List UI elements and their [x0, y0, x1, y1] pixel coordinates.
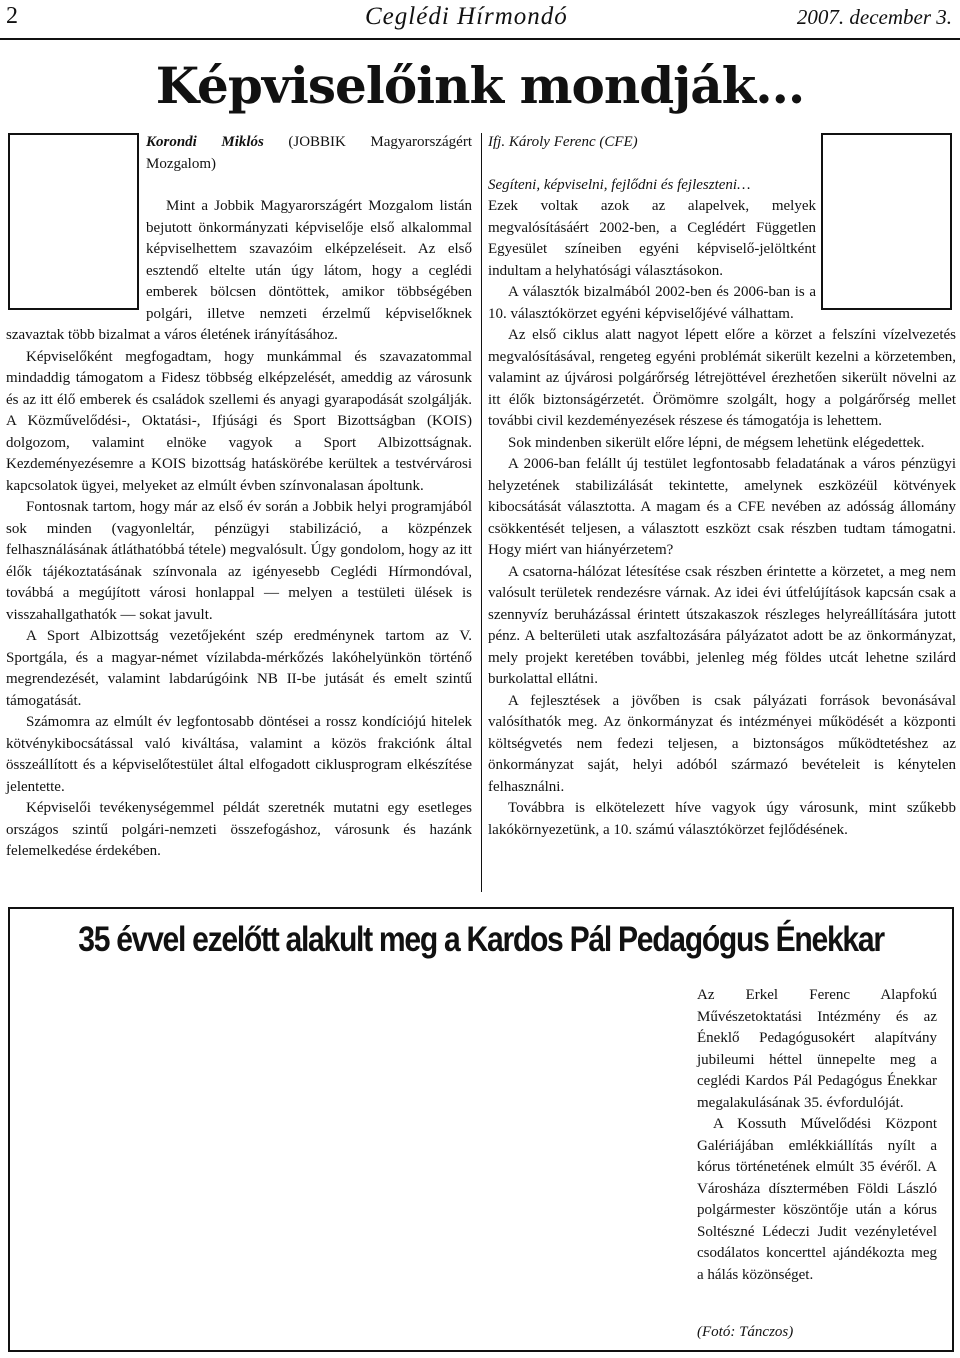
kardos-article-title: 35 évvel ezelőtt alakult meg a Kardos Pál Pedagógus Énekkar — [78, 920, 884, 959]
issue-date: 2007. december 3. — [796, 5, 952, 29]
left-paragraph: A Sport Albizottság vezetőjeként szép eredménynek tartom az V. Sportgála, és a magyar-német vízilabda-mérkőzés lakóhelyünkön történő megrendezését, valamint labdarúgóink NB II-be jutását és emelt szintű támogatását. — [6, 628, 472, 709]
left-author-affiliation: (JOBBIK Magyarországért Mozgalom) — [146, 134, 472, 172]
right-author: Ifj. Károly Ferenc (CFE) — [488, 134, 638, 150]
right-paragraph: A választók bizalmából 2002-ben és 2006-ban is a 10. választókörzet egyéni képviselőjévé válhattam. — [488, 284, 816, 322]
left-author-name: Korondi Miklós — [146, 134, 264, 150]
column-divider — [481, 133, 482, 892]
right-paragraph: A 2006-ban felállt új testület legfontosabb feladatának a város pénzügyi helyzetének stabilizálását tekintette, amelynek eszközéül kötvények kibocsátását választotta. A magam és a CFE nevében az adósság állomány csökkentését teljesen, a választott eszközt csak részben tudtam támogatni. Hogy miért van hiányérzetem? — [488, 456, 956, 558]
right-paragraph: Ezek voltak azok az alapelvek, melyek megvalósításáért 2002-ben, a Ceglédért Független Egyesület színeiben egyéni képviselő-jelöltként indultam a helyhatósági választásokon. — [488, 198, 816, 279]
left-paragraph: Képviselői tevékenységemmel példát szeretnék mutatni egy esetleges országos szintű polgári-nemzeti összefogáshoz, városunk és hazánk felemelkedése érdekében. — [6, 800, 472, 859]
page-title: Képviselőink mondják… — [155, 56, 805, 115]
right-paragraph: Az első ciklus alatt nagyot lépett előre a körzet a felszíni vízelvezetés megvalósításával, rengeteg egyéni problémát sikerült kezelni a körzetemben, valamint az újvárosi polgárőrség létrejöttével érezhetően sikerült növelni az itt élők biztonságérzetét. Örömömre szolgált, hogy a polgárőrség mellet további civil kezdeményezések részese és támogatója is lehettem. — [488, 327, 956, 429]
kardos-paragraph: A Kossuth Művelődési Központ Galériájában emlékkiállítás nyílt a kórus történetének elmúlt 35 évéről. A Városháza dísztermében Földi László polgármester köszöntője után a kórus Soltészné Lédeczi Judit vezényletével csodálatos koncerttel ajándékozta meg a hálás közönséget. — [697, 1116, 937, 1283]
page-number: 2 — [6, 3, 18, 29]
right-paragraph: Továbbra is elkötelezett híve vagyok úgy városunk, mint szűkebb lakókörnyezetünk, a 10. számú választókörzet fejlődésének. — [488, 800, 956, 838]
left-paragraph: Számomra az elmúlt év legfontosabb döntései a rossz kondíciójú hitelek kötvénykibocsátással való kiváltása, valamint a közös frakciónk által összeállított és a képviselőtestület által elfogadott ciklusprogram elkészítése jelentette. — [6, 714, 472, 795]
left-paragraph: Mint a Jobbik Magyarországért Mozgalom listán bejutott önkormányzati képviselője első alkalommal képviselhettem szavazóim elképzeléseit. Az első esztendő eltelte után úgy látom, hogy a ceglédi emberek bölcsen döntöttek, amikor többségében polgári, illetve nemzeti érzelmű képviselőknek szavaztak több bizalmat a város életének irányításához. — [6, 198, 472, 343]
right-paragraph: A fejlesztések a jövőben is csak pályázati források bevonásával valósíthatók meg. Az önkormányzat és intézményei működését a központi költségvetés nem fedezi teljesen, a biztonságos működtetéshez az önkormányzat saját, helyi adóból származó bevételeit is kénytelen felhasználni. — [488, 692, 956, 795]
right-article — [488, 132, 956, 841]
photo-credit: (Fotó: Tánczos) — [697, 1324, 794, 1340]
masthead: Ceglédi Hírmondó — [365, 3, 568, 30]
kardos-paragraph: Az Erkel Ferenc Alapfokú Művészetoktatási Intézmény és az Éneklő Pedagógusokért alapítvány jubileumi héttel ünnepelte meg a ceglédi Kardos Pál Pedagógus Énekkar megalakulásának 35. évfordulóját. — [697, 987, 937, 1111]
left-paragraph: Fontosnak tartom, hogy már az első év során a Jobbik helyi programjából sok minden (vagyonleltár, pénzügyi stabilizáció, a közpénzek felhasználásának átláthatóbbá tétele) megvalósult. Úgy gondolom, hogy az itt élők tájékoztatásának színvonala az igényesebb Ceglédi Hírmondóval, továbbá a megújított városi honlappal — melyen a testületi ülések is visszahallgathatók — sokat javult. — [6, 499, 472, 623]
right-lead-text: Segíteni, képviselni, fejlődni és fejleszteni… — [488, 176, 751, 193]
kardos-article-text — [697, 985, 937, 1286]
right-paragraph: Sok mindenben sikerült előre lépni, de mégsem lehetünk elégedettek. — [508, 434, 925, 451]
left-paragraph: Képviselőként megfogadtam, hogy munkámmal és szavazatommal mindaddig támogatom a Fidesz többség elképzelését, ameddig az városunk és az itt élő emberek és családok szellemi és anyagi gyarapodását szolgálják. A Közművelődési-, Oktatási-, Ifjúsági és Sport Bizottságban (KOIS) dolgozom, valamint elnöke vagyok a Sport Albizottságnak. Kezdeményezésemre a KOIS bizottság hatáskörébe kerültek a testvérvárosi kapcsolatok ügyei, melyeket az elmúlt évben színvonalasan ápoltunk. — [6, 348, 472, 494]
photo-wrap-spacer — [6, 132, 146, 313]
header-rule — [0, 38, 960, 40]
left-article — [6, 132, 472, 863]
photo-wrap-spacer — [816, 132, 956, 320]
right-paragraph: A csatorna-hálózat létesítése csak részben érintette a körzetet, a meg nem valósult területek rendezésre várnak. Az idei évi útfelújítások kapcsán csak a szennyvíz beruházással érintett útszakaszok részleges helyreállítására jutott pénz. A belterületi utak aszfaltozására pályázatot adott be az önkormányzat, mely projekt keretében további, jelenleg még földes utcát lehetne szilárd burkolattal ellátni. — [488, 563, 956, 687]
